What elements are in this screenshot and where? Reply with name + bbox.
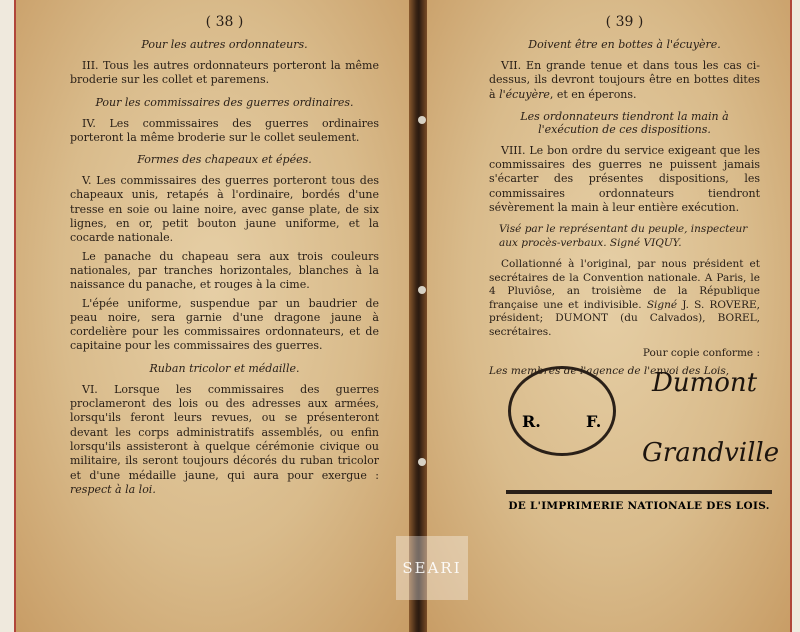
republic-seal-icon <box>508 366 616 456</box>
heading-ordonnateurs-execution: Les ordonnateurs tiendront la main à l'exécution de ces dispositions. <box>520 109 729 136</box>
left-page <box>14 0 409 632</box>
heading-ruban-medaille: Ruban tricolor et médaille. <box>149 361 300 375</box>
article-vii-end: , et en éperons. <box>549 87 637 101</box>
binding-stitch <box>418 286 426 294</box>
heading-commissaires-ordinaires: Pour les commissaires des guerres ordinaires. <box>95 95 354 109</box>
imprint-line: DE L'IMPRIMERIE NATIONALE DES LOIS. <box>508 500 770 512</box>
article-v-panache: Le panache du chapeau sera aux trois couleurs nationales, par tranches horizontales, blanches à la naissance du panache, et rouges à la cime. <box>70 249 379 292</box>
seal-letter-f: F. <box>586 412 602 431</box>
visa-name: VIQUY. <box>643 236 682 249</box>
page-number-right: ( 39 ) <box>605 14 644 30</box>
agence-membres: Les membres de l'agence de l'envoi des Lois, <box>489 364 730 377</box>
article-vi-text: VI. Lorsque les commissaires des guerres proclameront des lois ou des adresses aux armées, lorsqu'ils feront leurs revues, ou se présenteront devant les corps administratifs assemblés, ou enfin lorsqu'ils assisteront à quelque cérémonie civique ou militaire, ils seront toujours décorés du ruban tricolor et d'une médaille jaune, qui aura pour exergue : <box>70 382 379 482</box>
copie-conforme: Pour copie conforme : <box>642 347 760 360</box>
article-v: V. Les commissaires des guerres porteront tous des chapeaux unis, retapés à l'ordinaire, bordés d'une tresse en soie ou laine noire, avec ganse plate, de six lignes, en or, petit bouton jaune uniforme, et la cocarde nationale. <box>70 174 379 245</box>
heading-chapeaux-epees: Formes des chapeaux et épées. <box>137 153 312 167</box>
article-vi <box>70 383 379 497</box>
signe-label: Signé <box>646 298 678 311</box>
visa-line <box>499 223 760 250</box>
article-vi-exergue: respect à la loi. <box>70 482 156 496</box>
collation-paragraph <box>489 258 760 339</box>
watermark-logo: SEARI <box>396 536 468 600</box>
article-v-epee: L'épée uniforme, suspendue par un baudrier de peau noire, sera garnie d'une dragone jaune à cordelière pour les commissaires ordonnateurs, et de capitaine pour les commissaires des guerres. <box>70 296 379 353</box>
signature-grandville: Grandville <box>642 438 780 468</box>
right-page <box>427 0 792 632</box>
page-number-left: ( 38 ) <box>205 14 244 30</box>
heading-autres-ordonnateurs: Pour les autres ordonnateurs. <box>141 38 308 51</box>
article-viii: VIII. Le bon ordre du service exigeant que les commissaires des guerres ne puissent jamais s'écarter des présentes dispositions, les commissaires ordonnateurs tiendront sévèrement la main à leur entière exécution. <box>489 143 760 215</box>
article-vii-text: VII. En grande tenue et dans tous les cas ci-dessus, ils devront toujours être en bottes dites à <box>489 59 760 101</box>
binding-stitch <box>418 458 426 466</box>
article-iv: IV. Les commissaires des guerres ordinaires porteront la même broderie sur le collet seulement. <box>70 116 379 144</box>
heading-bottes: Doivent être en bottes à l'écuyère. <box>528 38 721 51</box>
binding-stitch <box>418 116 426 124</box>
visa-text: Visé par le représentant du peuple, inspecteur aux procès-verbaux. Signé <box>499 223 748 249</box>
article-vii-ecuyere: l'écuyère <box>499 87 550 101</box>
signers-text: J. S. ROVERE, président; DUMONT (du Calvados), BOREL, secrétaires. <box>489 298 760 338</box>
imprint-rule <box>506 490 772 494</box>
seal-letter-r: R. <box>522 412 541 431</box>
book-spread <box>14 0 792 632</box>
article-iii: III. Tous les autres ordonnateurs porteront la même broderie sur les collet et paremens. <box>70 59 379 87</box>
collation-text: Collationné à l'original, par nous président et secrétaires de la Convention nationale. A Paris, le 4 Pluviôse, an troisième de la République française une et indivisible. <box>489 258 760 311</box>
article-vii <box>489 59 760 102</box>
signature-dumont: Dumont <box>652 368 758 398</box>
